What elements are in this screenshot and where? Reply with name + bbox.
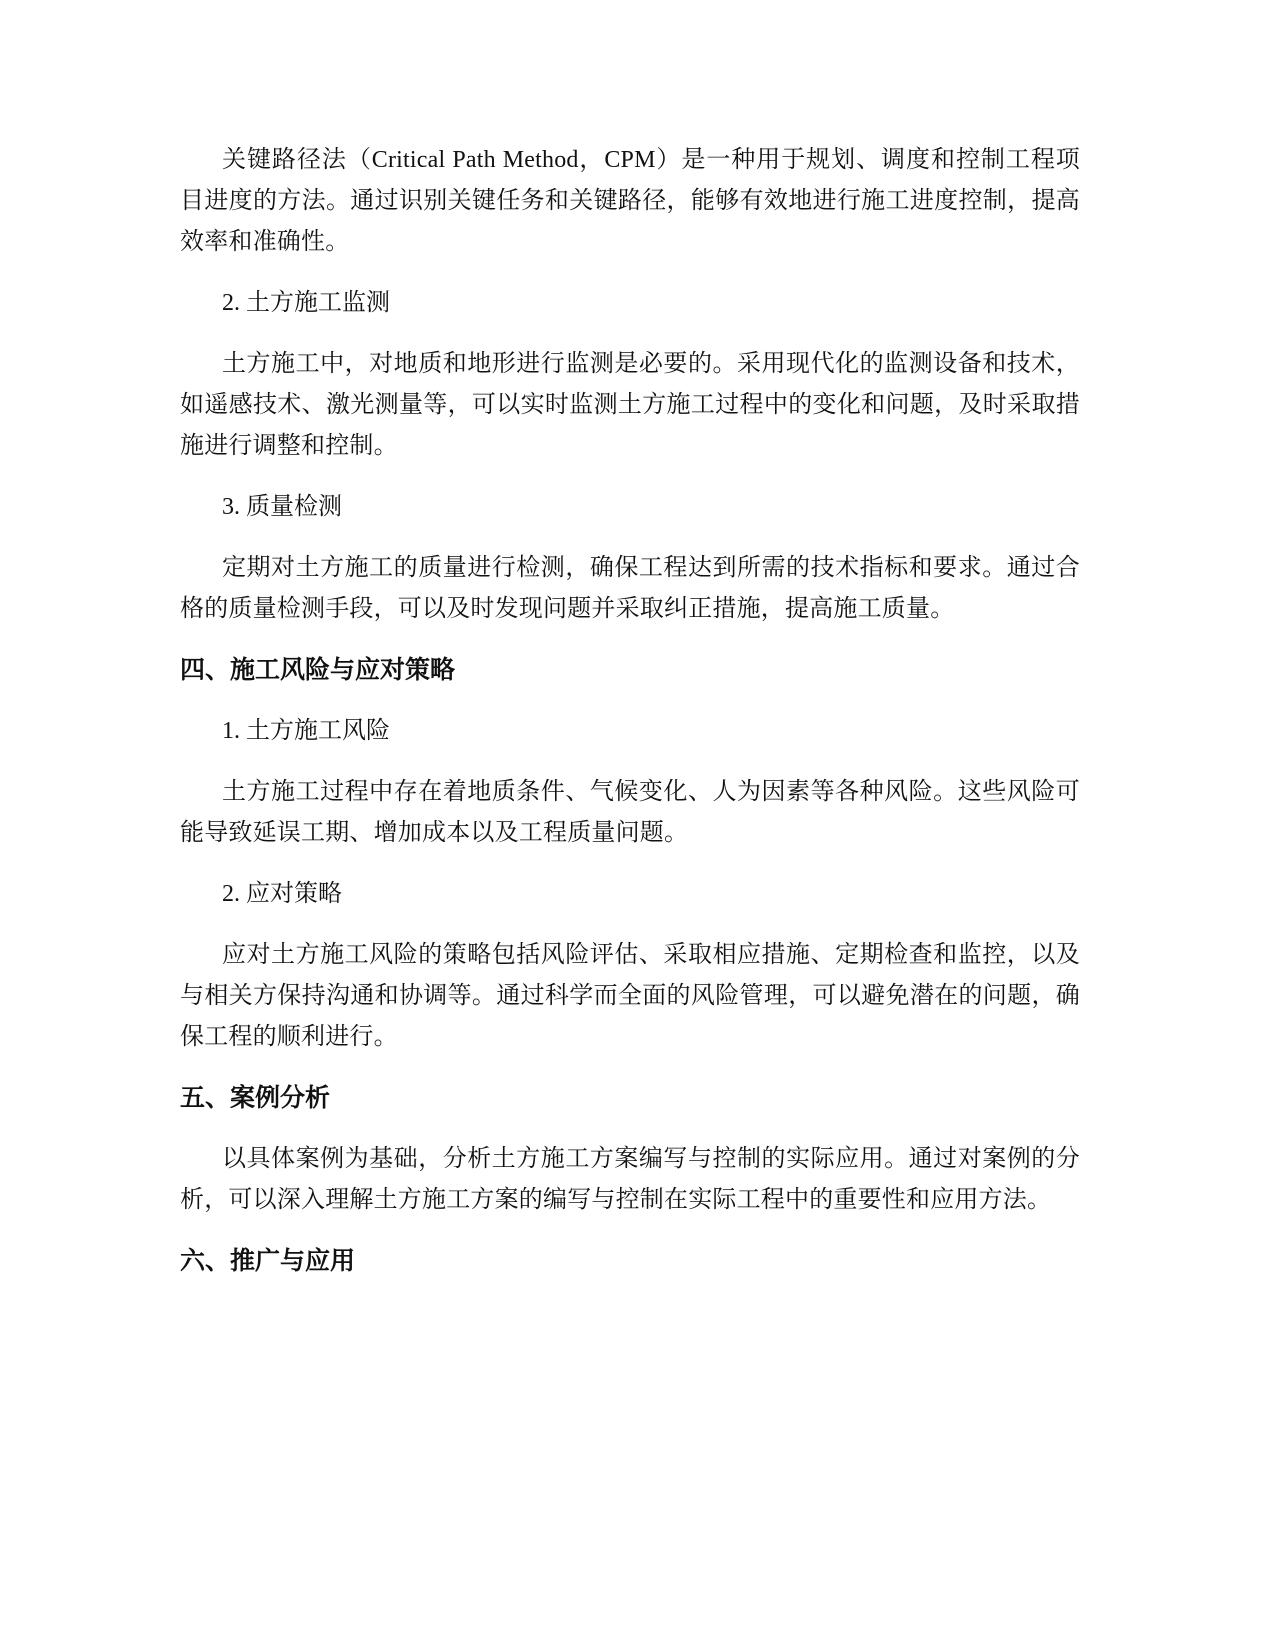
subheading-earthwork-monitoring: 2. 土方施工监测: [222, 290, 390, 316]
paragraph-case-analysis: 以具体案例为基础，分析土方施工方案编写与控制的实际应用。通过对案例的分析，可以深入理解土方施工方案的编写与控制在实际工程中的重要性和应用方法。: [180, 1146, 1080, 1213]
document-page: [180, 140, 1080, 1302]
section-heading-promotion: 六、推广与应用: [180, 1247, 356, 1275]
paragraph-quality-inspection: 定期对土方施工的质量进行检测，确保工程达到所需的技术指标和要求。通过合格的质量检测手段，可以及时发现问题并采取纠正措施，提高施工质量。: [180, 555, 1080, 622]
paragraph-countermeasures: 应对土方施工风险的策略包括风险评估、采取相应措施、定期检查和监控，以及与相关方保持沟通和协调等。通过科学而全面的风险管理，可以避免潜在的问题，确保工程的顺利进行。: [180, 942, 1080, 1050]
paragraph-monitoring: 土方施工中，对地质和地形进行监测是必要的。采用现代化的监测设备和技术，如遥感技术、激光测量等，可以实时监测土方施工过程中的变化和问题，及时采取措施进行调整和控制。: [180, 351, 1080, 459]
section-heading-risk: 四、施工风险与应对策略: [180, 656, 456, 684]
paragraph-risk: 土方施工过程中存在着地质条件、气候变化、人为因素等各种风险。这些风险可能导致延误工期、增加成本以及工程质量问题。: [180, 779, 1080, 846]
section-heading-case-analysis: 五、案例分析: [180, 1084, 331, 1112]
subheading-earthwork-risk: 1. 土方施工风险: [222, 718, 390, 744]
subheading-countermeasures: 2. 应对策略: [222, 881, 342, 907]
paragraph-cpm: 关键路径法（Critical Path Method，CPM）是一种用于规划、调度和控制工程项目进度的方法。通过识别关键任务和关键路径，能够有效地进行施工进度控制，提高效率和准确性。: [180, 147, 1080, 255]
subheading-quality-inspection: 3. 质量检测: [222, 494, 342, 520]
